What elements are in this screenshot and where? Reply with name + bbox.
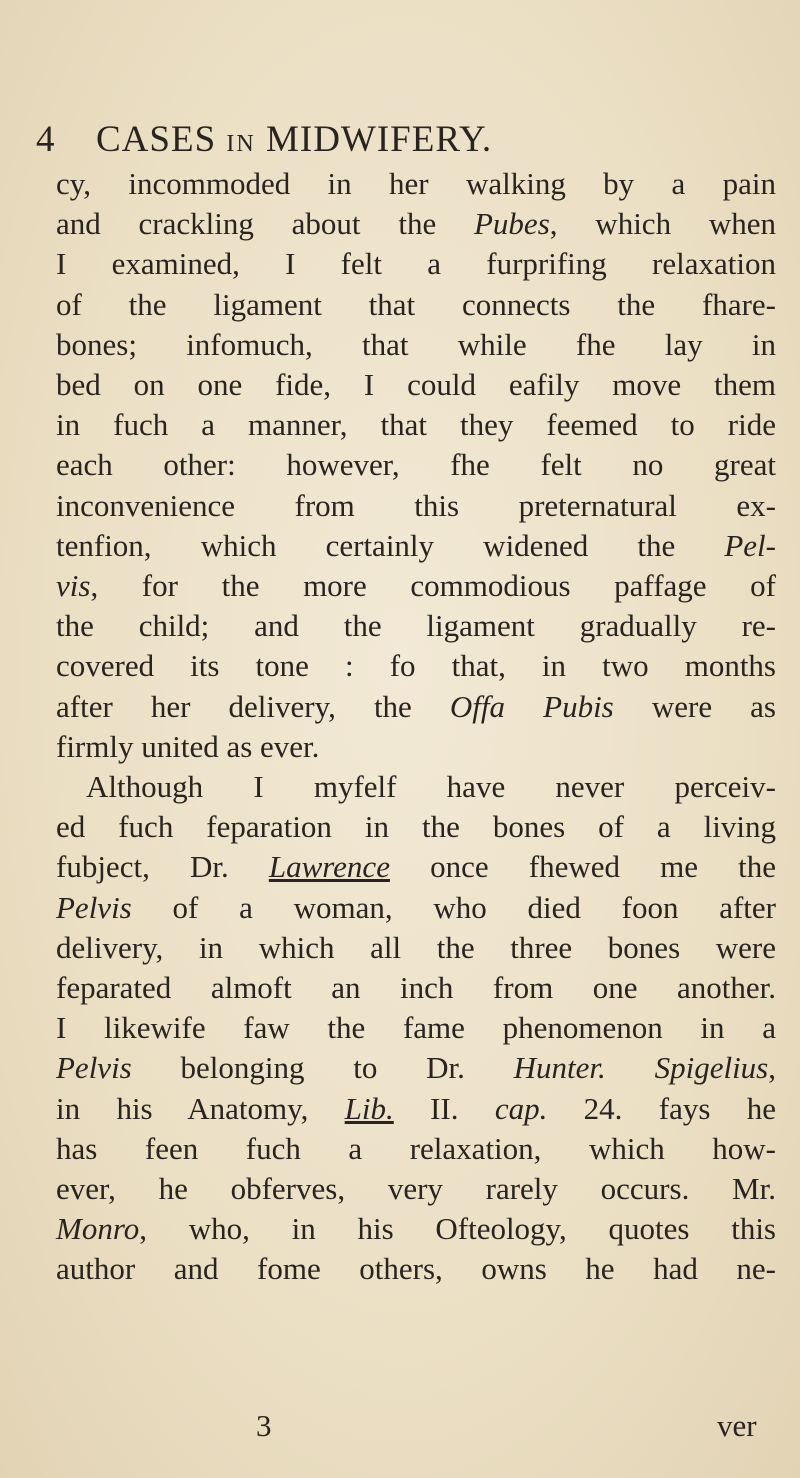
italic-term: Monro xyxy=(56,1211,140,1247)
text-run: the child; and the ligament gradually re- xyxy=(56,608,776,644)
title-word-in: IN xyxy=(226,131,256,157)
italic-term: Offa Pubis xyxy=(449,688,614,724)
text-line xyxy=(56,164,776,204)
text-run: , xyxy=(768,1050,776,1086)
text-run: of a woman, who died foon after xyxy=(131,889,776,925)
text-line xyxy=(56,1169,776,1209)
italic-term: Hunter. xyxy=(513,1050,606,1086)
text-run: tenfion, which certainly widened the xyxy=(56,527,725,563)
running-title xyxy=(96,118,492,161)
text-line xyxy=(56,888,776,928)
text-line xyxy=(56,1089,776,1129)
text-run: ed fuch feparation in the bones of a living xyxy=(56,809,776,845)
text-run: in fuch a manner, that they feemed to ride xyxy=(56,407,776,443)
text-run: in his Anatomy, xyxy=(56,1090,345,1126)
text-line xyxy=(56,847,776,887)
text-line xyxy=(56,204,776,244)
text-run: bones; infomuch, that while fhe lay in xyxy=(56,326,776,362)
italic-term: Lawrence xyxy=(268,849,390,885)
text-run: 24. fays he xyxy=(547,1090,776,1126)
text-line xyxy=(56,807,776,847)
text-line xyxy=(56,405,776,445)
italic-term: vis xyxy=(56,568,91,603)
text-line xyxy=(56,285,776,325)
text-line xyxy=(56,767,776,807)
text-line xyxy=(56,445,776,485)
text-run: of the ligament that connects the fhare- xyxy=(56,286,776,322)
italic-term: Lib. xyxy=(344,1090,394,1126)
italic-term: cap. xyxy=(494,1090,548,1126)
text-line xyxy=(56,486,776,526)
text-run: covered its tone : fo that, in two months xyxy=(56,648,776,684)
italic-term: Pelvis xyxy=(56,1050,132,1086)
text-run: I examined, I felt a furprifing relaxation xyxy=(56,246,776,282)
text-run: fubject, Dr. xyxy=(56,849,269,885)
text-run: were as xyxy=(613,688,776,724)
text-run xyxy=(606,1050,655,1085)
text-line xyxy=(56,566,776,606)
text-run: I likewife faw the fame phenomenon in a xyxy=(56,1010,776,1046)
italic-term: Spigelius xyxy=(654,1050,769,1086)
text-run: each other: however, fhe felt no great xyxy=(56,447,776,483)
text-run: firmly united as ever. xyxy=(56,728,320,764)
text-run: belonging to Dr. xyxy=(131,1050,514,1086)
text-run: author and fome others, owns he had ne- xyxy=(56,1251,776,1287)
signature-mark: 3 xyxy=(256,1408,272,1443)
text-line xyxy=(56,1048,776,1088)
title-word-cases: CASES xyxy=(96,119,217,160)
text-line xyxy=(56,526,776,566)
text-line xyxy=(56,1129,776,1169)
text-run: cy, incommoded in her walking by a pain xyxy=(56,166,776,201)
text-line xyxy=(56,325,776,365)
text-line xyxy=(56,646,776,686)
catchword: ver xyxy=(717,1408,757,1443)
text-run: II. xyxy=(393,1090,495,1126)
text-line xyxy=(56,1249,776,1289)
text-run: ever, he obferves, very rarely occurs. Mr. xyxy=(56,1171,776,1206)
text-run: Although I myfelf have never perceiv- xyxy=(86,769,776,804)
title-word-midwifery: MIDWIFERY. xyxy=(265,119,493,160)
text-line xyxy=(56,1008,776,1048)
italic-term: Pel- xyxy=(724,527,776,563)
italic-term: Pubes xyxy=(474,206,550,242)
text-run: and crackling about the xyxy=(56,206,474,242)
text-line xyxy=(56,1209,776,1249)
text-line xyxy=(56,968,776,1008)
text-line xyxy=(56,687,776,727)
text-run: , who, in his Ofteology, quotes this xyxy=(139,1211,776,1247)
text-run: bed on one fide, I could eafily move them xyxy=(56,367,776,402)
text-run: inconvenience from this preternatural ex- xyxy=(56,487,776,523)
text-line xyxy=(56,244,776,284)
text-run: once fhewed me the xyxy=(389,849,776,885)
text-run: after her delivery, the xyxy=(56,688,450,724)
text-run: feparated almoft an inch from one another. xyxy=(56,970,776,1005)
page-number: 4 xyxy=(36,119,56,160)
text-line xyxy=(56,928,776,968)
text-run: has feen fuch a relaxation, which how- xyxy=(56,1130,776,1166)
text-run: delivery, in which all the three bones were xyxy=(56,929,776,965)
text-line xyxy=(56,365,776,405)
italic-term: Pelvis xyxy=(56,889,132,925)
text-run: , which when xyxy=(549,206,776,242)
running-header xyxy=(36,118,766,168)
text-line xyxy=(56,727,776,767)
text-run: , for the more commodious paffage of xyxy=(90,568,776,603)
text-line xyxy=(56,606,776,646)
